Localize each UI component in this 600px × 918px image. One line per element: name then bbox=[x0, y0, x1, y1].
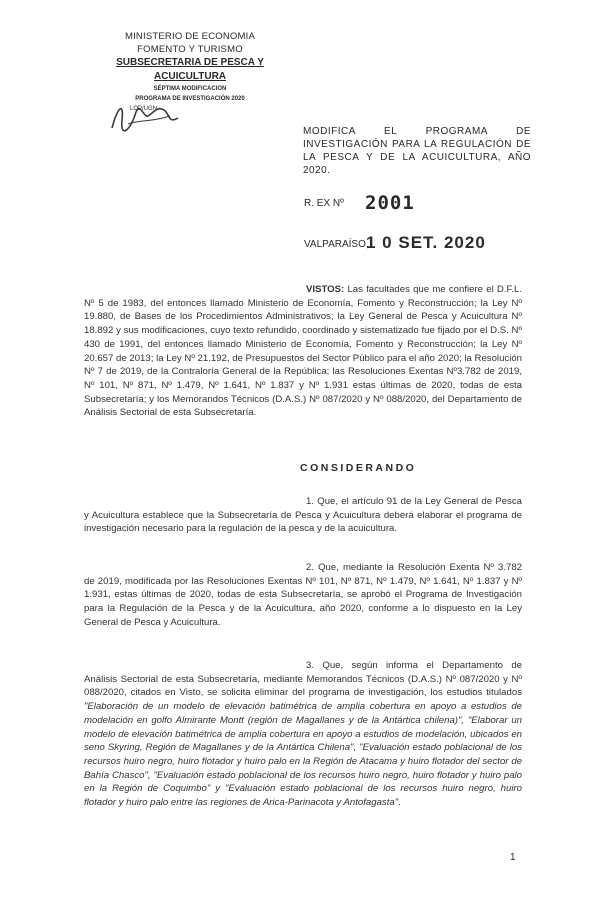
vistos-label: VISTOS: bbox=[306, 284, 345, 295]
ministry-subtitle: FOMENTO Y TURISMO bbox=[137, 44, 243, 55]
resolution-label: R. EX Nº bbox=[304, 198, 344, 209]
handwritten-signature bbox=[108, 98, 188, 138]
considerando-1: 1. Que, el artículo 91 de la Ley General de Pesca y Acuicultura establece que la Subsecretaría de Pesca y Acuicultura deberá elaborar el programa de investigación necesario para la regulación de la pesca y de la acuicultura. bbox=[84, 496, 522, 535]
considerando-2: 2. Que, mediante la Resolución Exenta Nº 3.782 de 2019, modificada por las Resoluciones Exentas Nº 101, Nº 871, Nº 1.479, Nº 1.641, Nº 1.837 y Nº 1.931, estas últimas de 2020, todas de esta Subsecretaría, se aprobó el Programa de Investigación para la Regulación de la Pesca y de la Acuicultura, año 2020, conforme a lo dispuesto en la Ley General de Pesca y Acuicultura. bbox=[84, 562, 522, 628]
considerando-3-intro: 3. Que, según informa el Departamento de Análisis Sectorial de esta Subsecretaría, mediante Memorandos Técnicos (D.A.S.) Nº 087/2020 y Nº 088/2020, citados en Visto, se solicita eliminar del programa de investigación, los estudios titulados bbox=[84, 660, 522, 699]
modification-label: SÉPTIMA MODIFICACION bbox=[153, 86, 227, 92]
vistos-paragraph bbox=[84, 283, 522, 420]
ministry-name: MINISTERIO DE ECONOMIA bbox=[124, 31, 256, 42]
considerando-heading: CONSIDERANDO bbox=[300, 462, 417, 474]
considerando-3-studies: "Elaboración de un modelo de elevación batimétrica de amplia cobertura en apoyo a estudios de modelación en golfo Almirante Montt (región de Magallanes y de la Antártica chilena)", "Elaborar un modelo de elevación batimétrica de amplia cobertura en apoyo a estudios de modelación, ubicados en seno Skyring, Región de Magallanes y de la Antártica Chilena", "Evaluación estado poblacional de los recursos huiro negro, huiro flotador y huiro palo en la Región de Atacama y huiro flotador del sector de Bahía Chasco", "Evaluación estado poblacional de los recursos huiro negro, huiro flotador y huiro palo en la Región de Coquimbo" y "Evaluación estado poblacional de los recursos huiro negro, huiro flotador y huiro palo entre las regiones de Arica-Parinacota y Antofagasta" bbox=[84, 701, 522, 809]
initials: LOP/UGN bbox=[130, 106, 158, 112]
considerando-3 bbox=[84, 659, 522, 810]
page-number: 1 bbox=[510, 852, 516, 863]
undersecretariat-name: SUBSECRETARIA DE PESCA Y ACUICULTURA bbox=[116, 57, 264, 82]
place-label: VALPARAÍSO, bbox=[304, 239, 369, 250]
date-stamp: 1 0 SET. 2020 bbox=[366, 233, 486, 252]
resolution-title: MODIFICA EL PROGRAMA DE INVESTIGACIÓN PARA LA REGULACIÓN DE LA PESCA Y DE LA ACUICULTURA, AÑO 2020. bbox=[303, 126, 531, 176]
program-label: PROGRAMA DE INVESTIGACIÓN 2020 bbox=[135, 96, 245, 102]
vistos-text: Las facultades que me confiere el D.F.L. Nº 5 de 1983, del entonces llamado Ministerio de Economía, Fomento y Reconstrucción; la Ley Nº 19.880, de Bases de los Procedimientos Administrativos; la Ley General de Pesca y Acuicultura Nº 18.892 y sus modificaciones, cuyo texto refundido, coordinado y sistematizado fue fijado por el D.S. Nº 430 de 1991, del entonces llamado Ministerio de Economía, Fomento y Reconstrucción; la Ley Nº 20.657 de 2013; la Ley Nº 21.192, de Presupuestos del Sector Público para el año 2020; la Resolución Nº 7 de 2019, de la Contraloría General de la República; las Resoluciones Exentas Nº3.782 de 2019, Nº 101, Nº 871, Nº 1.479, Nº 1.641, Nº 1.837 y Nº 1.931 estas últimas de 2020, todas de esta Subsecretaría; y los Memorandos Técnicos (D.A.S.) Nº 087/2020 y Nº 088/2020, del Departamento de Análisis Sectorial de esta Subsecretaría. bbox=[84, 284, 522, 419]
resolution-number: 2001 bbox=[365, 192, 415, 214]
considerando-3-end: . bbox=[398, 797, 401, 809]
